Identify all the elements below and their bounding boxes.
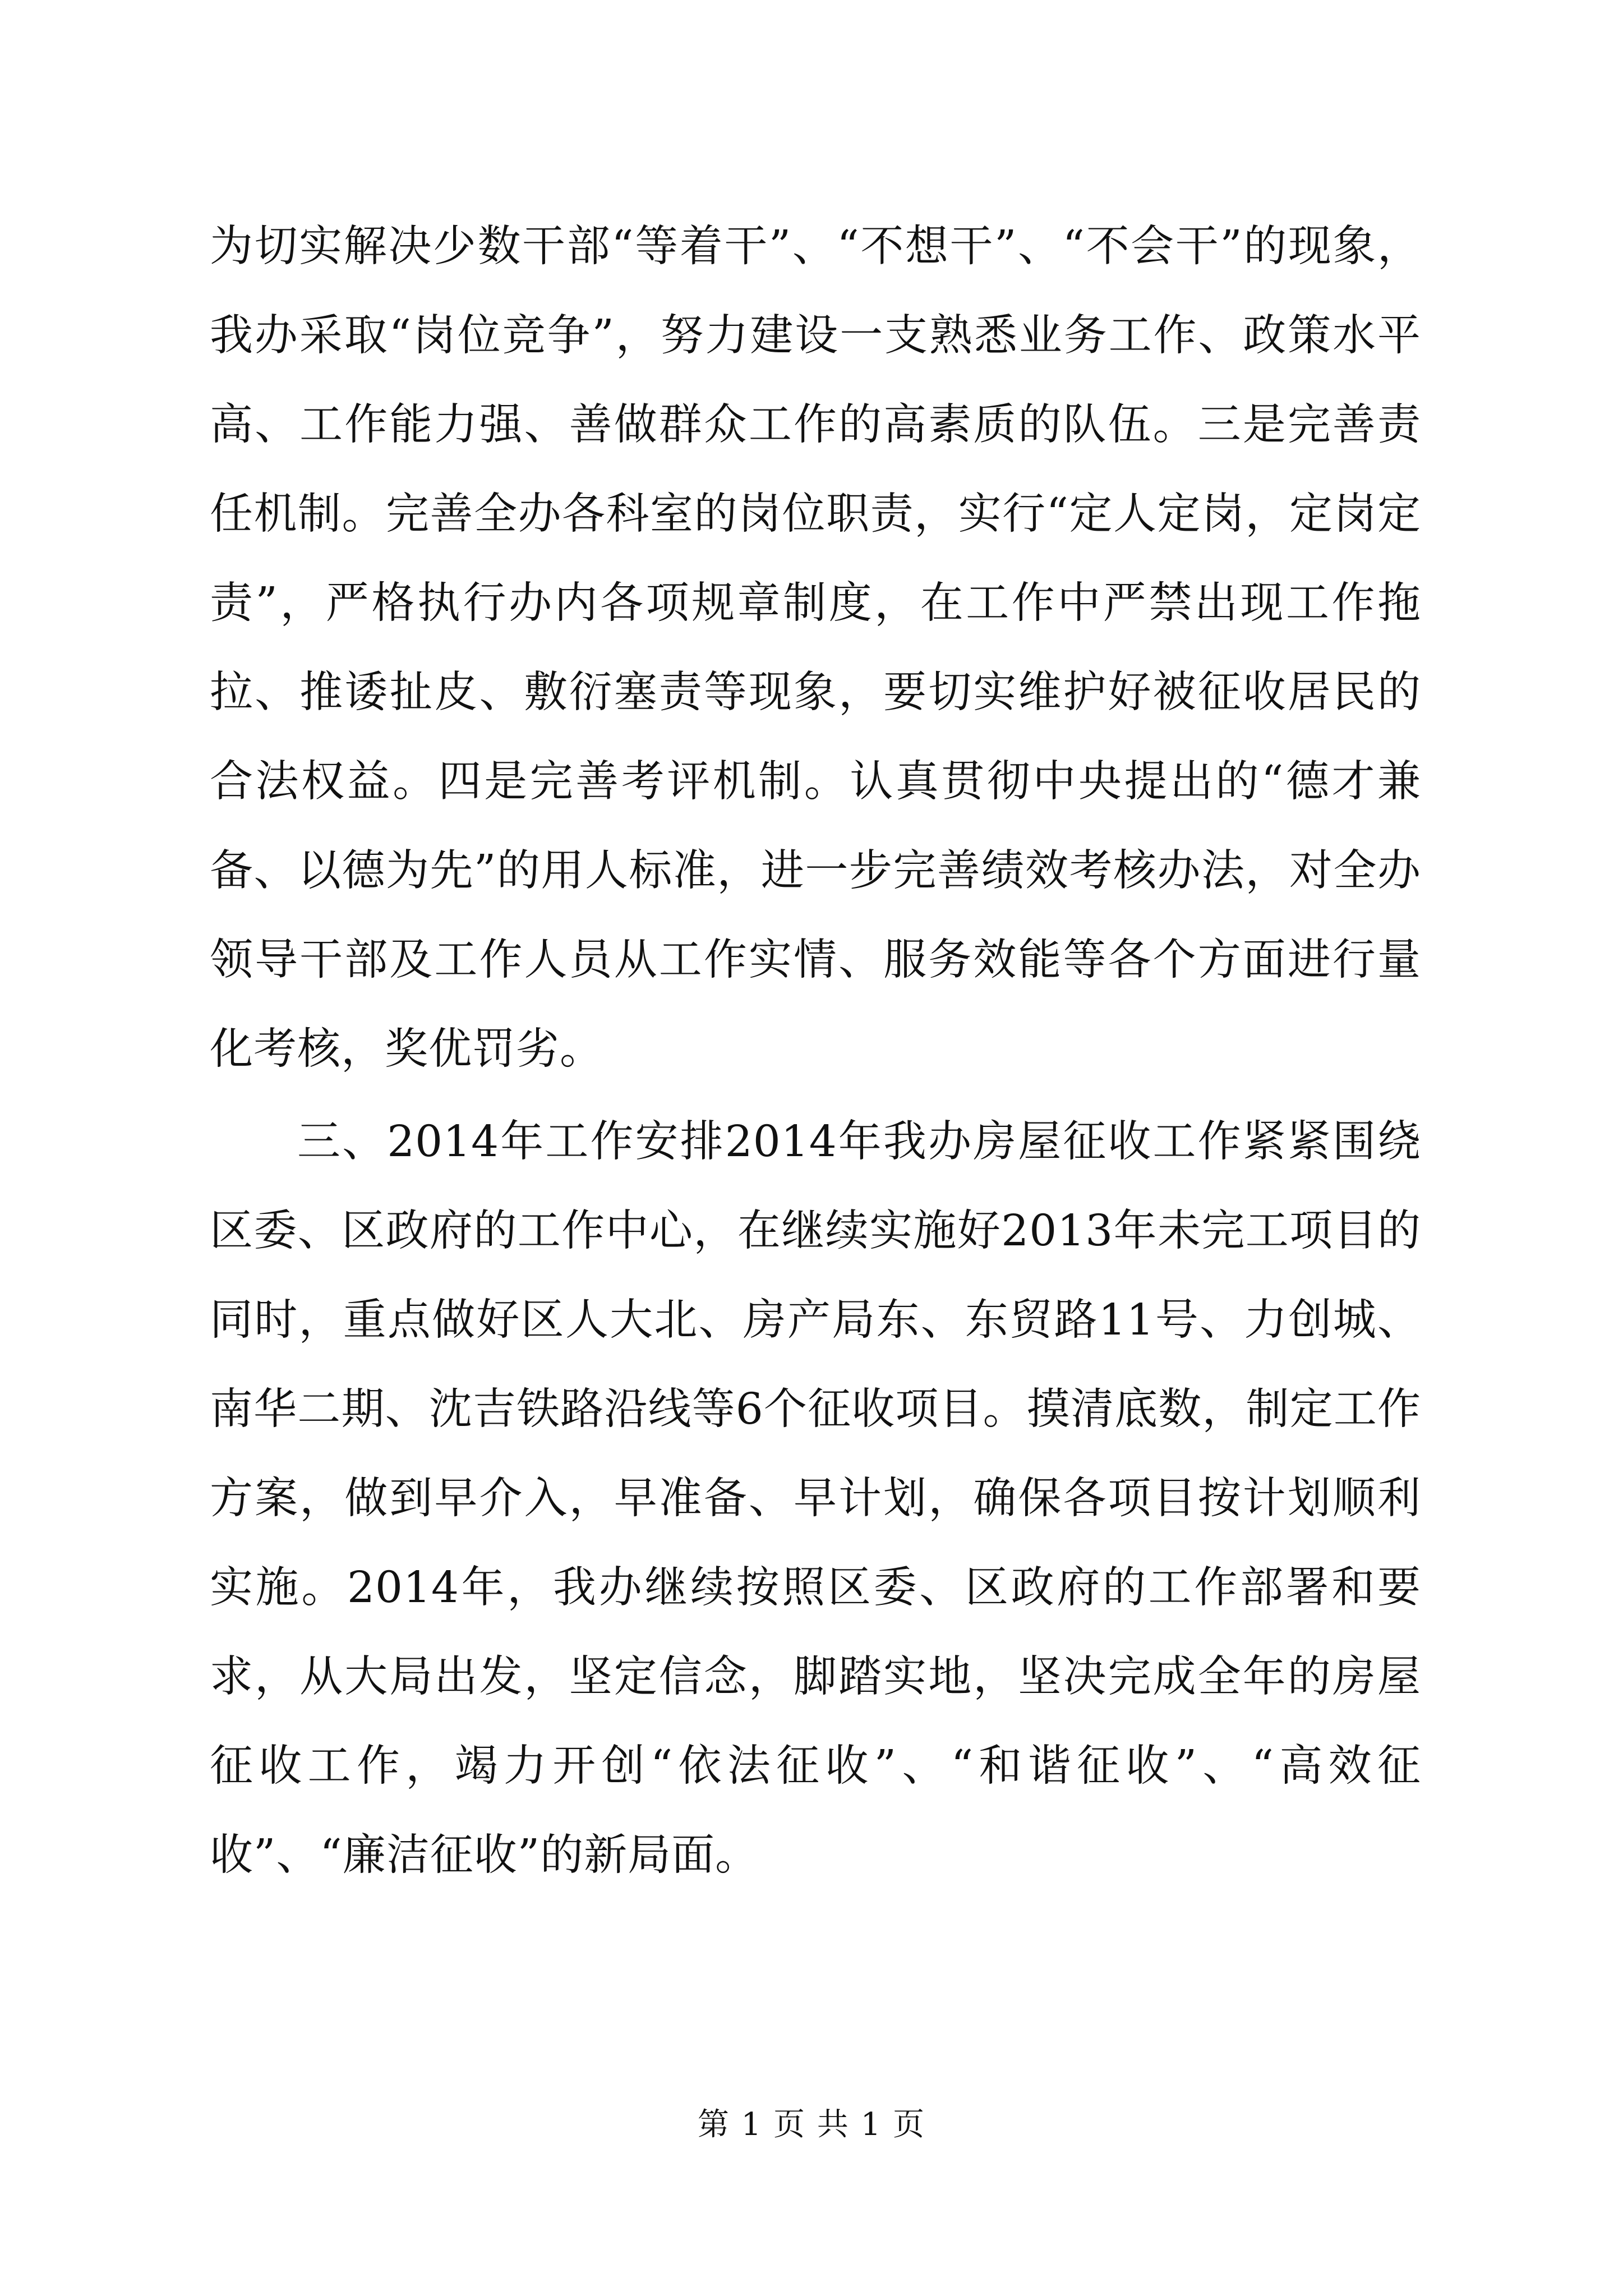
paragraph-continued: 为切实解决少数干部“等着干”、“不想干”、“不会干”的现象，我办采取“岗位竞争”，努力建设一支熟悉业务工作、政策水平高、工作能力强、善做群众工作的高素质的队伍。三是完善责任机制。完善全办各科室的岗位职责，实行“定人定岗，定岗定责”，严格执行办内各项规章制度，在工作中严禁出现工作拖拉、推诿扯皮、敷衍塞责等现象，要切实维护好被征收居民的合法权益。四是完善考评机制。认真贯彻中央提出的“德才兼备、以德为先”的用人标准，进一步完善绩效考核办法，对全办领导干部及工作人员从工作实情、服务效能等各个方面进行量化考核，奖优罚劣。: [210, 222, 1421, 1074]
page-footer: 第 1 页 共 1 页: [697, 2106, 926, 2143]
paragraph-work-plan-2014: 三、2014年工作安排2014年我办房屋征收工作紧紧围绕区委、区政府的工作中心，在继续实施好2013年未完工项目的同时，重点做好区人大北、房产局东、东贸路11号、力创城、南华二期、沈吉铁路沿线等6个征收项目。摸清底数，制定工作方案，做到早介入，早准备、早计划，确保各项目按计划顺利实施。2014年，我办继续按照区委、区政府的工作部署和要求，从大局出发，坚定信念，脚踏实地，坚决完成全年的房屋征收工作，竭力开创“依法征收”、“和谐征收”、“高效征收”、“廉洁征收”的新局面。: [210, 1117, 1421, 1880]
document-body: [210, 202, 1421, 1900]
